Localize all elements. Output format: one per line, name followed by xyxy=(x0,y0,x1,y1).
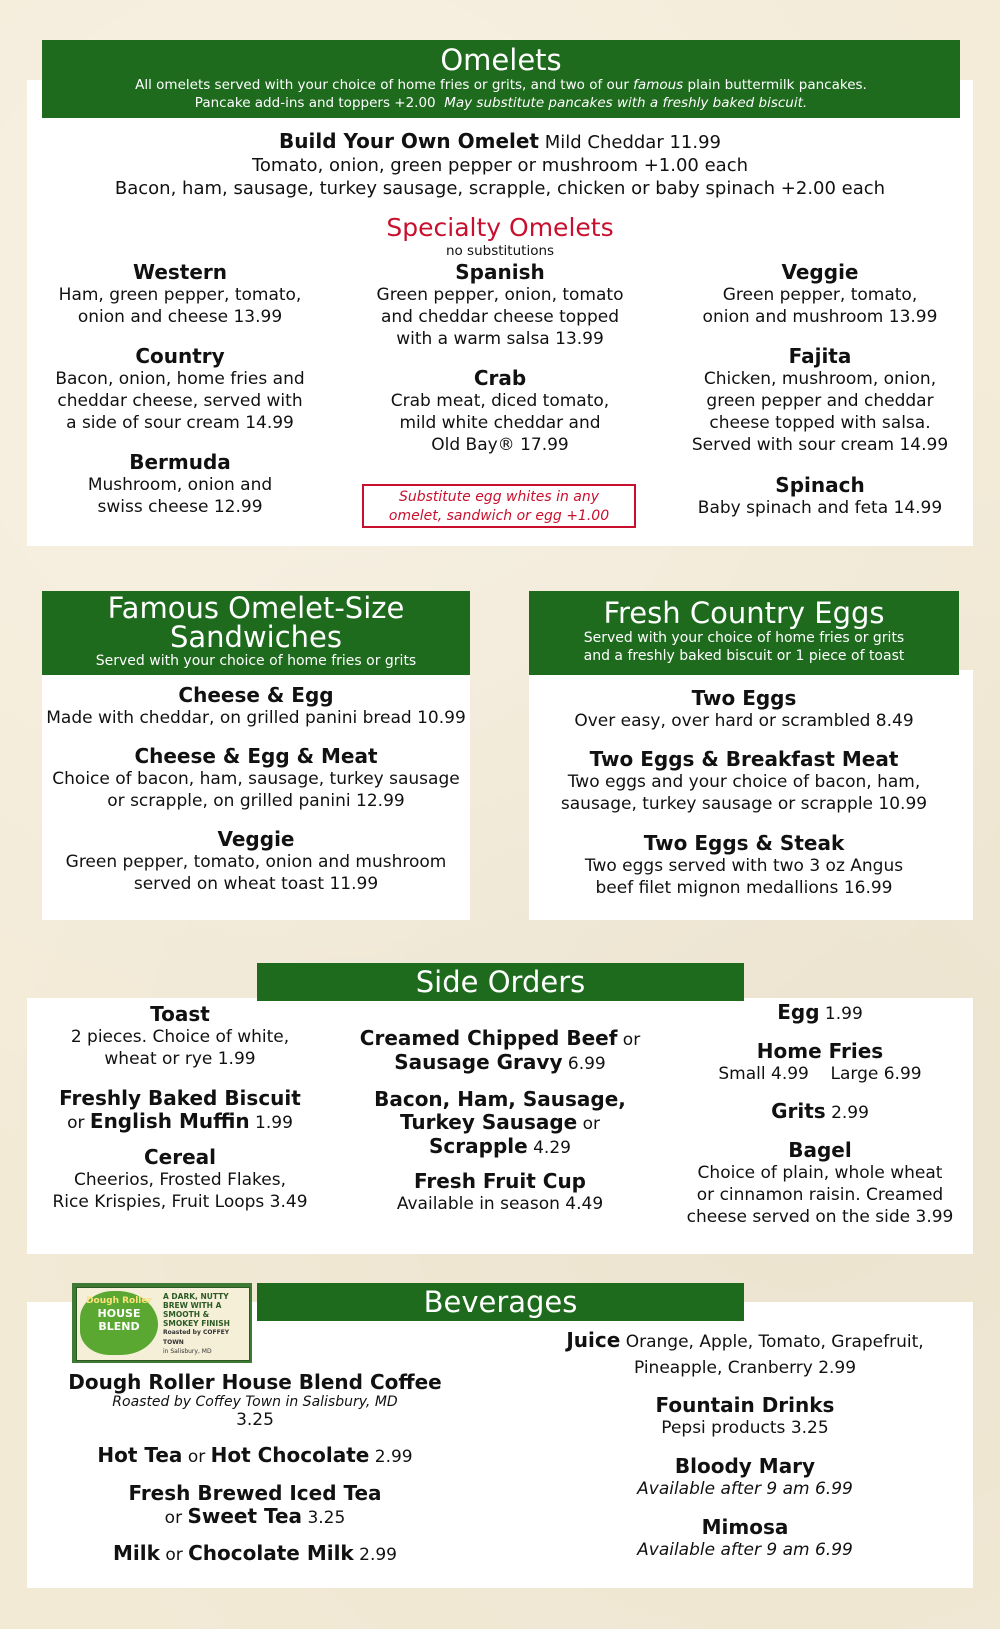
omelets-title: Omelets xyxy=(440,43,562,77)
menu-item-crab: Crab Crab meat, diced tomato, mild white cheddar and Old Bay® 17.99 xyxy=(390,366,610,455)
house-blend-logo: Dough Roller HOUSE BLEND A DARK, NUTTY BREW WITH A SMOOTH & SMOKEY FINISH Roasted by COFFEY TOWN in Salisbury, MD xyxy=(72,1283,252,1363)
side-cereal: Cereal Cheerios, Frosted Flakes, Rice Krispies, Fruit Loops 3.49 xyxy=(52,1145,308,1212)
eggs-breakfast-meat: Two Eggs & Breakfast Meat Two eggs and your choice of bacon, ham, sausage, turkey sausage or scrapple 10.99 xyxy=(560,747,928,814)
build-your-own-omelet: Build Your Own Omelet Mild Cheddar 11.99 Tomato, onion, green pepper or mushroom +1.00 each Bacon, ham, sausage, turkey sausage, scrapple, chicken or baby spinach +2.00 each xyxy=(114,129,886,199)
specialty-subtitle: no substitutions xyxy=(445,243,555,259)
specialty-title: Specialty Omelets xyxy=(386,213,614,242)
side-toast: Toast 2 pieces. Choice of white, wheat or rye 1.99 xyxy=(70,1002,290,1069)
sandwich-cheese-egg: Cheese & Egg Made with cheddar, on grilled panini bread 10.99 xyxy=(46,683,466,728)
eggs-subtitle-2: and a freshly baked biscuit or 1 piece of toast xyxy=(583,648,905,664)
eggs-title: Fresh Country Eggs xyxy=(603,596,885,630)
house-blend-splash: Dough Roller HOUSE BLEND xyxy=(80,1291,158,1355)
bev-milk: Milk or Chocolate Milk 2.99 xyxy=(113,1541,397,1565)
bev-bloody-mary: Bloody Mary Available after 9 am 6.99 xyxy=(637,1454,853,1499)
beverages-header xyxy=(257,1283,744,1321)
side-fruit-cup: Fresh Fruit Cup Available in season 4.49 xyxy=(396,1169,604,1214)
sandwiches-title-1: Famous Omelet-Size xyxy=(107,591,405,625)
side-bagel: Bagel Choice of plain, whole wheat or cinnamon raisin. Creamed cheese served on the side 3.99 xyxy=(686,1138,954,1227)
omelets-subtitle-2: Pancake add-ins and toppers +2.00 May substitute pancakes with a freshly baked biscuit. xyxy=(194,95,808,111)
side-home-fries: Home Fries Small 4.99 Large 6.99 xyxy=(718,1039,922,1084)
bev-fountain: Fountain Drinks Pepsi products 3.25 xyxy=(655,1393,835,1438)
side-meats: Bacon, Ham, Sausage, Turkey Sausage or Scrapple 4.29 xyxy=(374,1087,626,1158)
eggs-header xyxy=(529,591,959,675)
menu-item-bermuda: Bermuda Mushroom, onion and swiss cheese 12.99 xyxy=(87,450,273,517)
sandwiches-header xyxy=(42,591,470,675)
menu-item-spinach: Spinach Baby spinach and feta 14.99 xyxy=(697,473,943,518)
eggs-subtitle-1: Served with your choice of home fries or grits xyxy=(583,630,905,646)
sandwiches-subtitle: Served with your choice of home fries or grits xyxy=(95,653,417,669)
side-chipped-beef: Creamed Chipped Beef or Sausage Gravy 6.99 xyxy=(359,1026,641,1074)
menu-item-western: Western Ham, green pepper, tomato, onion and cheese 13.99 xyxy=(58,260,302,327)
bev-juice: Juice Orange, Apple, Tomato, Grapefruit, Pineapple, Cranberry 2.99 xyxy=(566,1328,924,1378)
bev-hot-tea: Hot Tea or Hot Chocolate 2.99 xyxy=(97,1443,413,1467)
bev-mimosa: Mimosa Available after 9 am 6.99 xyxy=(637,1515,853,1560)
specialty-omelets-heading xyxy=(300,213,700,259)
side-biscuit: Freshly Baked Biscuit or English Muffin 1.99 xyxy=(59,1086,301,1133)
menu-item-veggie-omelet: Veggie Green pepper, tomato, onion and mushroom 13.99 xyxy=(702,260,938,327)
menu-item-spanish: Spanish Green pepper, onion, tomato and cheddar cheese topped with a warm salsa 13.99 xyxy=(376,260,624,349)
sides-header xyxy=(257,963,744,1001)
sides-title: Side Orders xyxy=(415,965,586,999)
omelets-header xyxy=(42,40,960,118)
menu-item-fajita: Fajita Chicken, mushroom, onion, green pepper and cheddar cheese topped with salsa. Served with sour cream 14.99 xyxy=(691,344,949,455)
sandwich-cheese-egg-meat: Cheese & Egg & Meat Choice of bacon, ham, sausage, turkey sausage or scrapple, on grilled panini 12.99 xyxy=(52,744,460,811)
omelets-subtitle-1: All omelets served with your choice of home fries or grits, and two of our famous plain buttermilk pancakes. xyxy=(135,77,867,93)
beverages-title: Beverages xyxy=(423,1285,578,1319)
eggs-steak: Two Eggs & Steak Two eggs served with two 3 oz Angus beef filet mignon medallions 16.99 xyxy=(584,831,904,898)
bev-house-coffee: Dough Roller House Blend Coffee Roasted by Coffey Town in Salisbury, MD 3.25 xyxy=(68,1370,442,1430)
menu-item-country: Country Bacon, onion, home fries and cheddar cheese, served with a side of sour cream 14.99 xyxy=(55,344,305,433)
eggs-two-eggs: Two Eggs Over easy, over hard or scrambled 8.49 xyxy=(574,686,914,731)
side-egg: Egg 1.99 xyxy=(777,1000,863,1024)
egg-whites-note-box: Substitute egg whites in any omelet, sandwich or egg +1.00 xyxy=(362,484,636,528)
sandwich-veggie: Veggie Green pepper, tomato, onion and mushroom served on wheat toast 11.99 xyxy=(65,827,447,894)
sandwiches-title-2: Sandwiches xyxy=(169,620,343,654)
side-grits: Grits 2.99 xyxy=(771,1099,869,1123)
bev-iced-tea: Fresh Brewed Iced Tea or Sweet Tea 3.25 xyxy=(128,1481,382,1528)
